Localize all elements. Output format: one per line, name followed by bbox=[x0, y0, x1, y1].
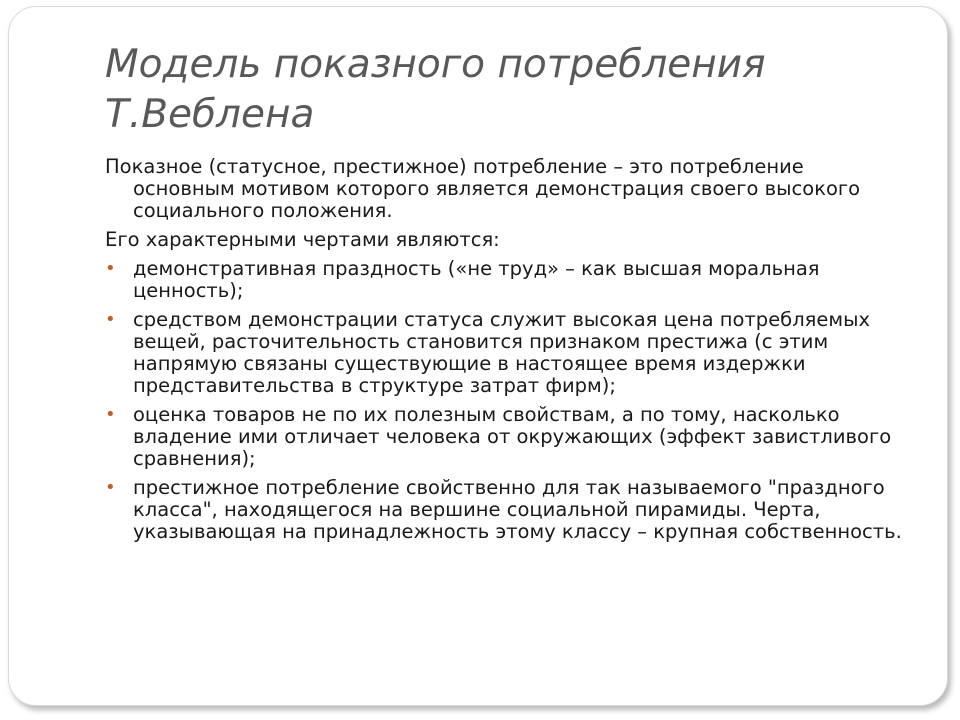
bullet-icon: • bbox=[105, 258, 116, 279]
list-item-text: демонстративная праздность («не труд» – как высшая моральная ценность); bbox=[133, 257, 820, 302]
list-item bbox=[105, 309, 905, 397]
slide-title bbox=[105, 40, 905, 140]
bullet-icon: • bbox=[105, 477, 116, 498]
list-item-text: престижное потребление свойственно для так называемого "праздного класса", находящегося на вершине социальной пирамиды. Черта, указывающая на принадлежность этому классу – крупная собственность. bbox=[133, 476, 902, 543]
list-item bbox=[105, 477, 905, 543]
features-intro-paragraph: Его характерными чертами являются: bbox=[105, 228, 500, 251]
list-item bbox=[105, 404, 905, 470]
slide-body bbox=[105, 156, 905, 550]
list-item-text: средством демонстрации статуса служит высокая цена потребляемых вещей, расточительность становится признаком престижа (с этим напрямую связаны существующие в настоящее время издержки представительства в структуре затрат фирм); bbox=[133, 308, 871, 397]
bullet-icon: • bbox=[105, 309, 116, 330]
slide-title-line-1: Модель показного потребления bbox=[105, 42, 766, 87]
list-item bbox=[105, 258, 905, 302]
list-item-text: оценка товаров не по их полезным свойствам, а по тому, насколько владение ими отличает человека от окружающих (эффект завистливого сравнения); bbox=[133, 403, 892, 470]
slide-title-line-2: Т.Веблена bbox=[105, 92, 315, 137]
bullet-icon: • bbox=[105, 404, 116, 425]
features-list bbox=[105, 258, 905, 543]
definition-paragraph: Показное (статусное, престижное) потребление – это потребление основным мотивом которого является демонстрация своего высокого социального положения. bbox=[105, 155, 861, 222]
